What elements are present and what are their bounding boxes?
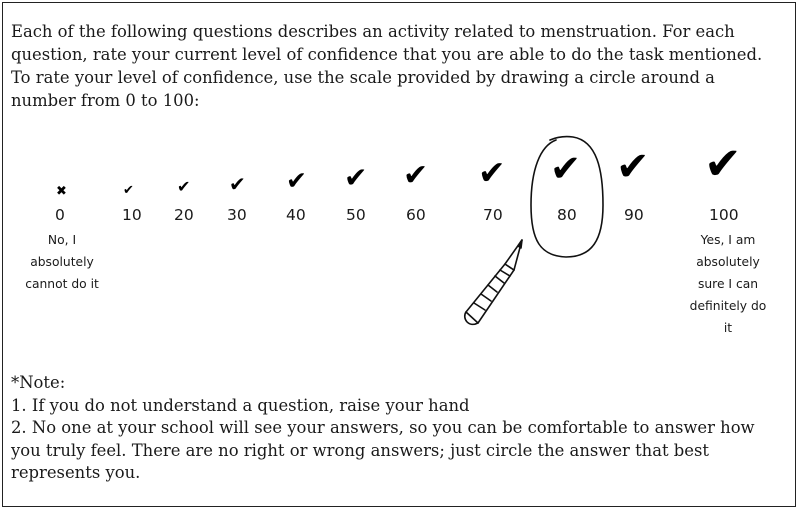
check-icon: ✔ — [177, 177, 191, 196]
check-icon: ✔ — [403, 158, 429, 193]
check-icon: ✔ — [286, 166, 307, 195]
anchor-line: cannot do it — [25, 277, 99, 291]
anchor-line: Yes, I am — [700, 233, 756, 247]
scale-value-70: 70 — [483, 206, 503, 224]
check-icon: ✔ — [550, 147, 582, 190]
intro-line: Each of the following questions describes an activity related to menstruation. For each — [11, 22, 735, 41]
scale-value-80: 80 — [557, 206, 577, 224]
scale-value-20: 20 — [174, 206, 194, 224]
pencil-icon — [465, 240, 522, 324]
hand-drawn-circle — [531, 137, 603, 257]
intro-line: question, rate your current level of confidence that you are able to do the task mentioned. — [11, 45, 763, 64]
anchor-line: sure I can — [697, 277, 759, 291]
intro-line: To rate your level of confidence, use the scale provided by drawing a circle around a — [11, 68, 715, 87]
anchor-line: it — [723, 321, 733, 335]
note-item-2-line: 2. No one at your school will see your answers, so you can be comfortable to answer how — [11, 418, 755, 437]
anchor-line: definitely do — [689, 299, 767, 313]
scale-value-90: 90 — [624, 206, 644, 224]
note-heading: *Note: — [11, 373, 66, 392]
check-icon: ✔ — [478, 153, 506, 192]
check-icon: ✔ — [344, 161, 368, 194]
scale-value-30: 30 — [227, 206, 247, 224]
cross-icon: ✖ — [56, 184, 67, 199]
note-section — [11, 372, 791, 485]
anchor-line: absolutely — [696, 255, 760, 269]
check-icon: ✔ — [704, 137, 742, 190]
note-item-2-line: represents you. — [11, 463, 141, 482]
note-item-2-line: you truly feel. There are no right or wrong answers; just circle the answer that best — [11, 440, 709, 460]
anchor-line: absolutely — [30, 255, 94, 269]
scale-value-40: 40 — [286, 206, 306, 224]
intro-line: number from 0 to 100: — [11, 91, 200, 110]
scale-value-100: 100 — [709, 206, 739, 224]
scale-value-10: 10 — [122, 206, 142, 224]
anchor-line: No, I — [47, 233, 77, 247]
scale-value-60: 60 — [406, 206, 426, 224]
check-icon: ✔ — [229, 172, 246, 196]
scale-value-50: 50 — [346, 206, 366, 224]
note-item-1: 1. If you do not understand a question, raise your hand — [11, 395, 470, 415]
check-icon: ✔ — [616, 144, 650, 190]
check-icon: ✔ — [123, 183, 134, 198]
scale-value-0: 0 — [55, 206, 65, 224]
